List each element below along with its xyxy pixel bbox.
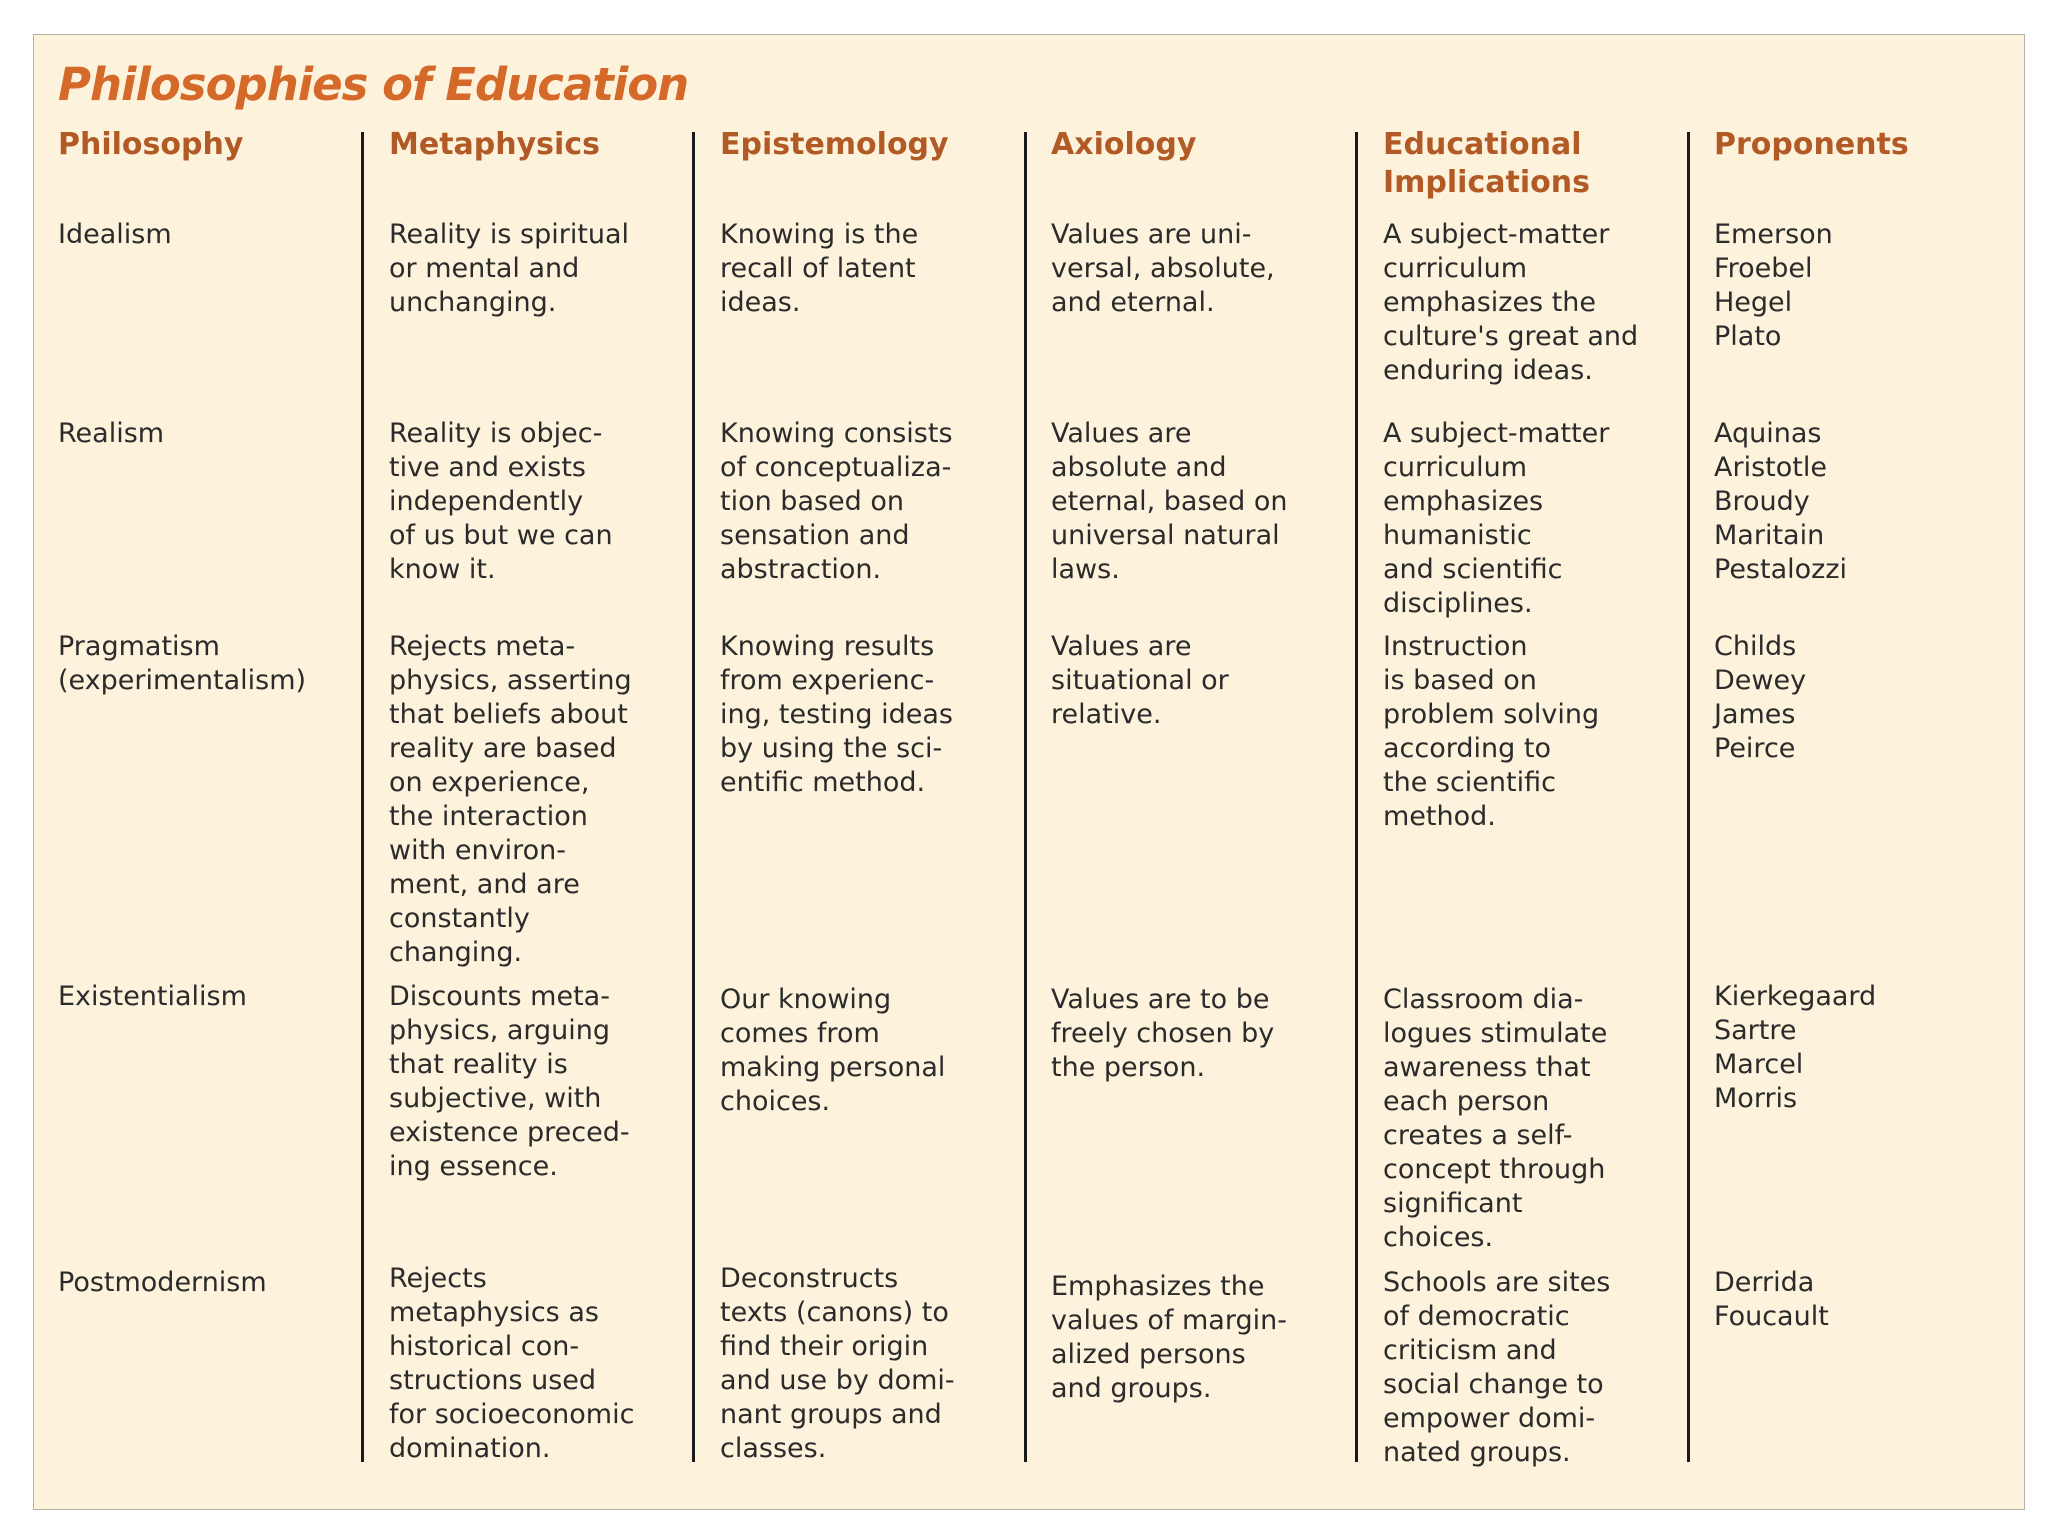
column-divider [361,132,364,1462]
row-postmodernism-axiology: Emphasizes the values of margin- alized persons and groups. [1051,1271,1287,1404]
row-idealism-metaphysics: Reality is spiritual or mental and unchanging. [389,219,630,318]
row-realism-proponents: Aquinas Aristotle Broudy Maritain Pestalozzi [1714,418,1847,585]
row-postmodernism-epistemology: Deconstructs texts (canons) to find their origin and use by domi- nant groups and classes. [720,1263,955,1464]
row-idealism-implications: A subject-matter curriculum emphasizes the culture's great and enduring ideas. [1383,219,1639,386]
row-postmodernism-metaphysics: Rejects metaphysics as historical con- structions used for socioeconomic domination. [389,1263,635,1464]
table-title: Philosophies of Education [58,58,689,111]
row-idealism-proponents: Emerson Froebel Hegel Plato [1714,219,1833,352]
header-proponents: Proponents [1714,127,1909,162]
row-pragmatism-philosophy: Pragmatism (experimentalism) [58,631,307,696]
row-idealism-philosophy: Idealism [58,219,172,250]
row-realism-implications: A subject-matter curriculum emphasizes humanistic and scientific disciplines. [1383,418,1610,619]
column-divider [1355,132,1358,1462]
row-existentialism-proponents: Kierkegaard Sartre Marcel Morris [1714,981,1877,1114]
header-metaphysics: Metaphysics [389,127,600,162]
row-existentialism-philosophy: Existentialism [58,981,247,1012]
row-pragmatism-epistemology: Knowing results from experienc- ing, testing ideas by using the sci- entific method. [720,631,953,798]
row-existentialism-axiology: Values are to be freely chosen by the person. [1051,984,1275,1083]
column-divider [1024,132,1027,1462]
row-pragmatism-axiology: Values are situational or relative. [1051,631,1229,730]
column-divider [1687,132,1690,1462]
row-postmodernism-proponents: Derrida Foucault [1714,1267,1829,1332]
row-existentialism-implications: Classroom dia- logues stimulate awareness that each person creates a self- concept through significant choices. [1383,984,1608,1253]
row-pragmatism-implications: Instruction is based on problem solving according to the scientific method. [1383,631,1600,832]
row-postmodernism-philosophy: Postmodernism [58,1267,267,1298]
header-educational-implications: Educational Implications [1383,127,1590,200]
row-idealism-epistemology: Knowing is the recall of latent ideas. [720,219,919,318]
row-existentialism-epistemology: Our knowing comes from making personal choices. [720,984,946,1117]
row-pragmatism-proponents: Childs Dewey James Peirce [1714,631,1807,764]
row-realism-axiology: Values are absolute and eternal, based on universal natural laws. [1051,418,1288,585]
header-epistemology: Epistemology [720,127,949,162]
row-pragmatism-metaphysics: Rejects meta- physics, asserting that beliefs about reality are based on experience, the interaction with environ- ment, and are constantly changing. [389,631,632,968]
row-realism-philosophy: Realism [58,418,165,449]
row-realism-epistemology: Knowing consists of conceptualiza- tion based on sensation and abstraction. [720,418,953,585]
header-philosophy: Philosophy [58,127,244,162]
header-axiology: Axiology [1051,127,1197,162]
column-divider [692,132,695,1462]
row-realism-metaphysics: Reality is objec- tive and exists independently of us but we can know it. [389,418,613,585]
row-existentialism-metaphysics: Discounts meta- physics, arguing that reality is subjective, with existence preced- ing essence. [389,981,630,1182]
row-idealism-axiology: Values are uni- versal, absolute, and eternal. [1051,219,1275,318]
row-postmodernism-implications: Schools are sites of democratic criticism and social change to empower domi- nated groups. [1383,1267,1611,1468]
